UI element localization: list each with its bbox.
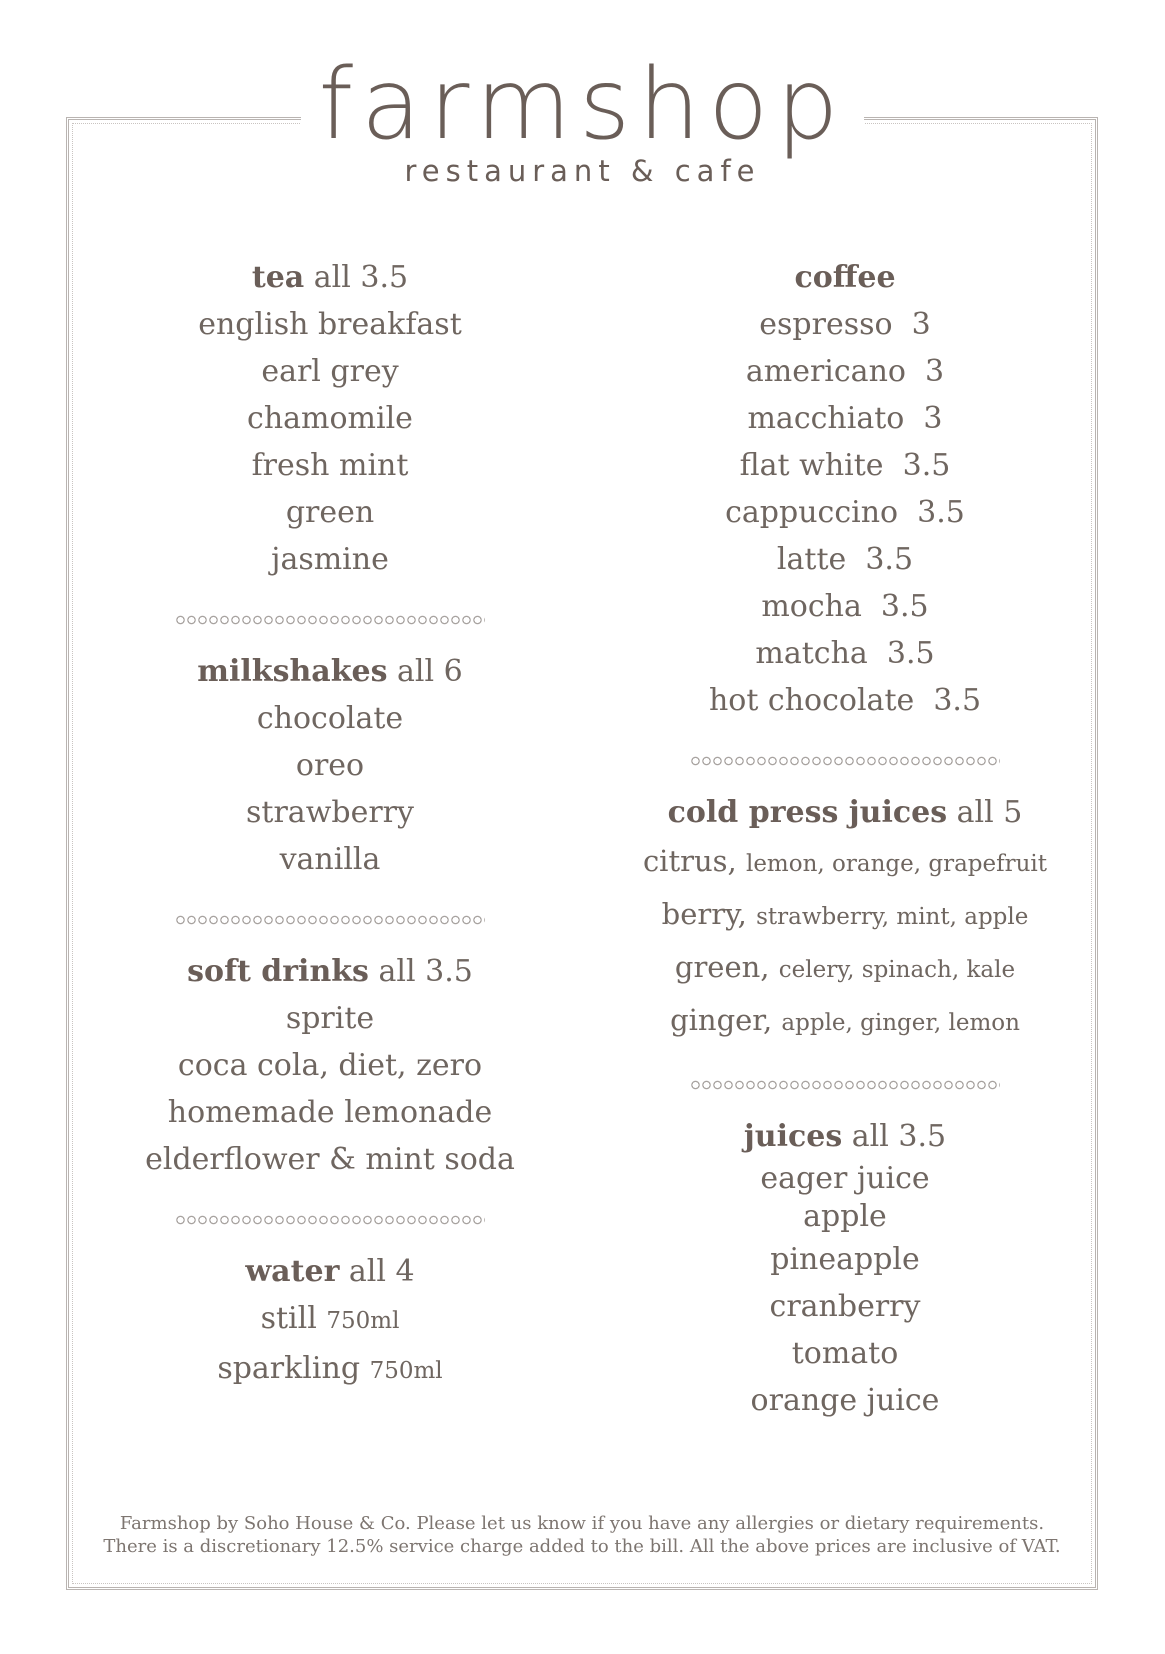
cold-press-title: cold press juices bbox=[667, 795, 948, 830]
water-item-name: sparkling bbox=[217, 1351, 361, 1386]
water-section bbox=[80, 1249, 580, 1395]
section-divider bbox=[175, 613, 485, 627]
water-item-name: still bbox=[260, 1301, 317, 1336]
milkshakes-section bbox=[80, 649, 580, 883]
tea-item: green bbox=[285, 495, 375, 530]
coffee-item: flat white 3.5 bbox=[739, 448, 951, 483]
section-divider bbox=[175, 1213, 485, 1227]
section-divider bbox=[175, 913, 485, 927]
juice-item: cranberry bbox=[769, 1289, 921, 1324]
juice-item: tomato bbox=[791, 1336, 899, 1371]
coffee-item: macchiato 3 bbox=[747, 401, 943, 436]
coffee-heading bbox=[595, 255, 1095, 301]
juice-name: berry, bbox=[661, 897, 747, 931]
tea-item: fresh mint bbox=[251, 448, 409, 483]
soft-drinks-section bbox=[80, 949, 580, 1183]
tea-section bbox=[80, 255, 580, 583]
juices-section bbox=[595, 1114, 1095, 1424]
coffee-item: americano 3 bbox=[745, 354, 945, 389]
juice-ingredients: lemon, orange, grapefruit bbox=[745, 851, 1048, 877]
soft-drink-item: homemade lemonade bbox=[167, 1095, 493, 1130]
footer-allergy-note: Farmshop by Soho House & Co. Please let us know if you have any allergies or dietary requirements. bbox=[119, 1513, 1045, 1534]
tea-item: jasmine bbox=[271, 542, 389, 577]
juices-heading bbox=[595, 1114, 1095, 1160]
soft-drinks-heading bbox=[80, 949, 580, 995]
soft-drink-item: sprite bbox=[285, 1001, 375, 1036]
juice-name: citrus, bbox=[642, 844, 737, 878]
milkshake-item: oreo bbox=[295, 748, 365, 783]
tea-item: chamomile bbox=[247, 401, 413, 436]
juice-ingredients: strawberry, mint, apple bbox=[756, 904, 1029, 930]
milkshake-item: chocolate bbox=[256, 701, 404, 736]
cold-press-item bbox=[595, 942, 1095, 995]
footer-service-note: There is a discretionary 12.5% service charge added to the bill. All the above prices are inclusive of VAT. bbox=[103, 1536, 1061, 1557]
milkshake-item: strawberry bbox=[246, 795, 414, 830]
section-divider bbox=[690, 754, 1000, 768]
cold-press-section bbox=[595, 790, 1095, 1048]
soft-drink-item: coca cola, diet, zero bbox=[177, 1048, 483, 1083]
juice-name: green, bbox=[674, 950, 770, 984]
section-divider bbox=[690, 1078, 1000, 1092]
cold-press-item bbox=[595, 889, 1095, 942]
tea-price: all 3.5 bbox=[313, 260, 409, 295]
water-heading bbox=[80, 1249, 580, 1295]
right-column bbox=[595, 255, 1095, 1424]
coffee-section bbox=[595, 255, 1095, 724]
coffee-item: mocha 3.5 bbox=[761, 589, 929, 624]
cold-press-item bbox=[595, 836, 1095, 889]
coffee-item: latte 3.5 bbox=[776, 542, 914, 577]
water-title: water bbox=[245, 1254, 340, 1289]
restaurant-name: farmshop bbox=[301, 50, 865, 160]
juice-item: apple bbox=[803, 1199, 887, 1234]
menu-header bbox=[0, 50, 1165, 188]
left-column bbox=[80, 255, 580, 1395]
juices-title: juices bbox=[743, 1119, 843, 1154]
juice-item: eager juice bbox=[760, 1161, 930, 1196]
juices-price: all 3.5 bbox=[851, 1119, 947, 1154]
tea-heading bbox=[80, 255, 580, 301]
coffee-item: cappuccino 3.5 bbox=[725, 495, 965, 530]
water-item-size: 750ml bbox=[326, 1308, 400, 1334]
juice-name: ginger, bbox=[670, 1003, 773, 1037]
soft-drink-item: elderflower & mint soda bbox=[145, 1142, 515, 1177]
water-item-size: 750ml bbox=[369, 1358, 443, 1384]
juice-ingredients: celery, spinach, kale bbox=[778, 957, 1016, 983]
water-price: all 4 bbox=[348, 1254, 415, 1289]
tea-title: tea bbox=[251, 260, 305, 295]
coffee-item: matcha 3.5 bbox=[755, 636, 935, 671]
restaurant-tagline: restaurant & cafe bbox=[404, 154, 761, 188]
cold-press-item bbox=[595, 995, 1095, 1048]
milkshakes-title: milkshakes bbox=[197, 654, 388, 689]
juice-ingredients: apple, ginger, lemon bbox=[781, 1010, 1020, 1036]
juice-item: pineapple bbox=[770, 1242, 920, 1277]
coffee-title: coffee bbox=[794, 260, 896, 295]
cold-press-heading bbox=[595, 790, 1095, 836]
tea-item: english breakfast bbox=[198, 307, 462, 342]
coffee-item: espresso 3 bbox=[759, 307, 931, 342]
cold-press-price: all 5 bbox=[956, 795, 1023, 830]
water-item bbox=[80, 1345, 580, 1395]
juice-item: orange juice bbox=[750, 1383, 940, 1418]
soft-drinks-title: soft drinks bbox=[187, 954, 369, 989]
milkshake-item: vanilla bbox=[279, 842, 381, 877]
water-item bbox=[80, 1295, 580, 1345]
milkshakes-price: all 6 bbox=[397, 654, 463, 689]
soft-drinks-price: all 3.5 bbox=[378, 954, 473, 989]
tea-item: earl grey bbox=[261, 354, 399, 389]
coffee-item: hot chocolate 3.5 bbox=[708, 683, 982, 718]
menu-footer bbox=[66, 1512, 1098, 1558]
milkshakes-heading bbox=[80, 649, 580, 695]
